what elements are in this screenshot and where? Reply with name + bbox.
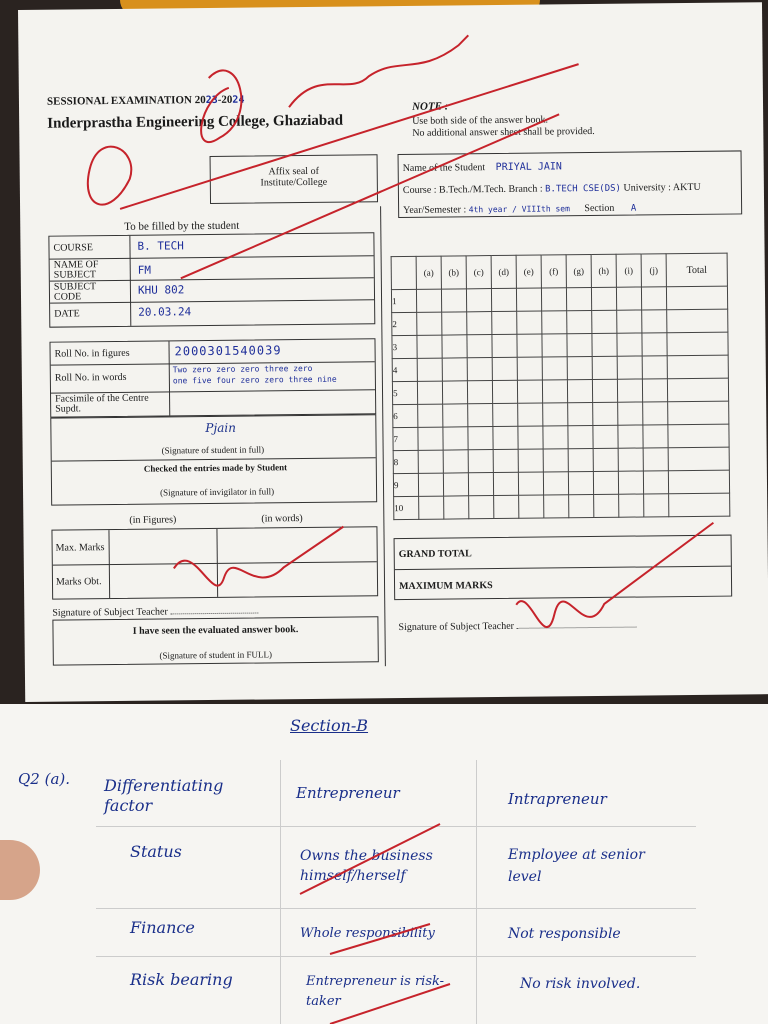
- name-label: Name of the Student: [402, 162, 486, 174]
- grid-col-total: Total: [666, 253, 727, 287]
- session-title: SESSIONAL EXAMINATION 2023-2024: [46, 93, 245, 108]
- red-tick-marks: [0, 704, 768, 1024]
- course-label: Course : B.Tech./M.Tech. Branch :: [402, 183, 543, 196]
- grid-col-h: (h): [591, 254, 616, 287]
- grid-col-d: (d): [491, 255, 516, 288]
- grid-row-3: 3: [392, 335, 417, 358]
- college-name: Inderprastha Engineering College, Ghaziabad: [47, 112, 344, 132]
- row-finance-entrepreneur: Whole responsibility: [300, 926, 435, 941]
- date-label: DATE: [54, 308, 80, 320]
- year-label: Year/Semester :: [403, 204, 467, 216]
- row-finance-factor: Finance: [130, 918, 195, 937]
- row-status-entrepreneur: Owns the business himself/herself: [300, 848, 433, 884]
- row-finance-intrapreneur: Not responsible: [508, 926, 621, 942]
- student-full-caption: (Signature of student in full): [161, 444, 265, 456]
- in-words-label: (in words): [261, 513, 303, 525]
- course-label: COURSE: [53, 242, 94, 254]
- grid-row-4: 4: [392, 358, 417, 381]
- university: University : AKTU: [623, 181, 701, 194]
- grid-row-1: 1: [391, 289, 416, 312]
- student-block-heading: To be filled by the student: [124, 219, 240, 233]
- grid-row-2: 2: [392, 312, 417, 335]
- grid-col-j: (j): [641, 254, 666, 287]
- answer-sheet-cover: [18, 2, 768, 702]
- roll-words-line-1: Two zero zero zero three zero: [172, 363, 313, 375]
- grid-col-c: (c): [466, 256, 491, 289]
- grand-total-label: GRAND TOTAL: [398, 548, 472, 561]
- subject-name-value: FM: [137, 263, 152, 277]
- date-value: 20.03.24: [138, 305, 192, 319]
- note-title: NOTE :: [411, 100, 449, 113]
- row-risk-factor: Risk bearing: [130, 970, 233, 989]
- section-value: A: [630, 203, 637, 214]
- branch-value: B.TECH CSE(DS): [545, 183, 622, 195]
- seen-caption: I have seen the evaluated answer book.: [132, 624, 299, 637]
- grid-row-7: 7: [393, 427, 418, 450]
- grid-col-f: (f): [541, 255, 566, 288]
- row-status-factor: Status: [130, 842, 182, 861]
- facsimile-label: Facsimile of the Centre Supdt.: [55, 392, 149, 415]
- max-marks-label: Max. Marks: [55, 542, 105, 554]
- row-risk-entrepreneur: Entrepreneur is risk-taker: [306, 974, 445, 1009]
- header-intrapreneur: Intrapreneur: [508, 790, 607, 808]
- student-full-caps-caption: (Signature of student in FULL): [159, 649, 273, 661]
- grid-row-9: 9: [393, 473, 418, 496]
- note-line-1: Use both side of the answer book.: [412, 114, 549, 127]
- invigilator-caption: (Signature of invigilator in full): [160, 486, 275, 498]
- header-factor: Differentiating factor: [104, 776, 224, 815]
- seal-label-1: Affix seal of: [268, 165, 319, 178]
- in-figures-label: (in Figures): [129, 514, 177, 526]
- marks-obt-label: Marks Obt.: [55, 576, 102, 588]
- roll-figures-value: 2000301540039: [174, 343, 282, 359]
- section-title: Section-B: [290, 716, 369, 735]
- grid-row-10: 10: [394, 496, 419, 519]
- course-value: B. TECH: [137, 239, 184, 253]
- roll-words-label: Roll No. in words: [54, 371, 127, 384]
- grid-row-6: 6: [393, 404, 418, 427]
- checked-caption: Checked the entries made by Student: [143, 462, 288, 474]
- note-line-2: No additional answer sheet shall be provided.: [412, 125, 595, 139]
- teacher-signature-right: Signature of Subject Teacher: [398, 620, 636, 633]
- section-label: Section: [584, 202, 615, 215]
- row-risk-intrapreneur: No risk involved.: [520, 976, 641, 992]
- grid-col-i: (i): [616, 254, 641, 287]
- roll-figures-label: Roll No. in figures: [54, 347, 130, 360]
- year-value: 4th year / VIIIth sem: [468, 204, 570, 215]
- grid-col-b: (b): [441, 256, 466, 289]
- roll-words-line-2: one five four zero zero three nine: [172, 374, 337, 386]
- subject-code-value: KHU 802: [137, 283, 185, 297]
- student-name: PRIYAL JAIN: [495, 161, 562, 174]
- header-entrepreneur: Entrepreneur: [296, 784, 400, 802]
- subject-code-label: SUBJECT CODE: [53, 281, 97, 303]
- seal-label-2: Institute/College: [260, 176, 328, 189]
- grid-col-g: (g): [566, 255, 591, 288]
- question-number: Q2 (a).: [18, 770, 71, 788]
- grid-col-a: (a): [416, 256, 441, 289]
- grid-row-5: 5: [392, 381, 417, 404]
- row-status-intrapreneur: Employee at senior level: [508, 847, 645, 885]
- student-signature: Pjain: [205, 420, 236, 436]
- subject-teacher-caption: Signature of Subject Teacher: [52, 606, 258, 619]
- grid-col-e: (e): [516, 255, 541, 288]
- grid-row-8: 8: [393, 450, 418, 473]
- maximum-marks-label: MAXIMUM MARKS: [399, 580, 493, 593]
- answer-page: [0, 704, 768, 1024]
- red-pen-marks: [18, 2, 768, 702]
- subject-name-label: NAME OF SUBJECT: [53, 259, 99, 281]
